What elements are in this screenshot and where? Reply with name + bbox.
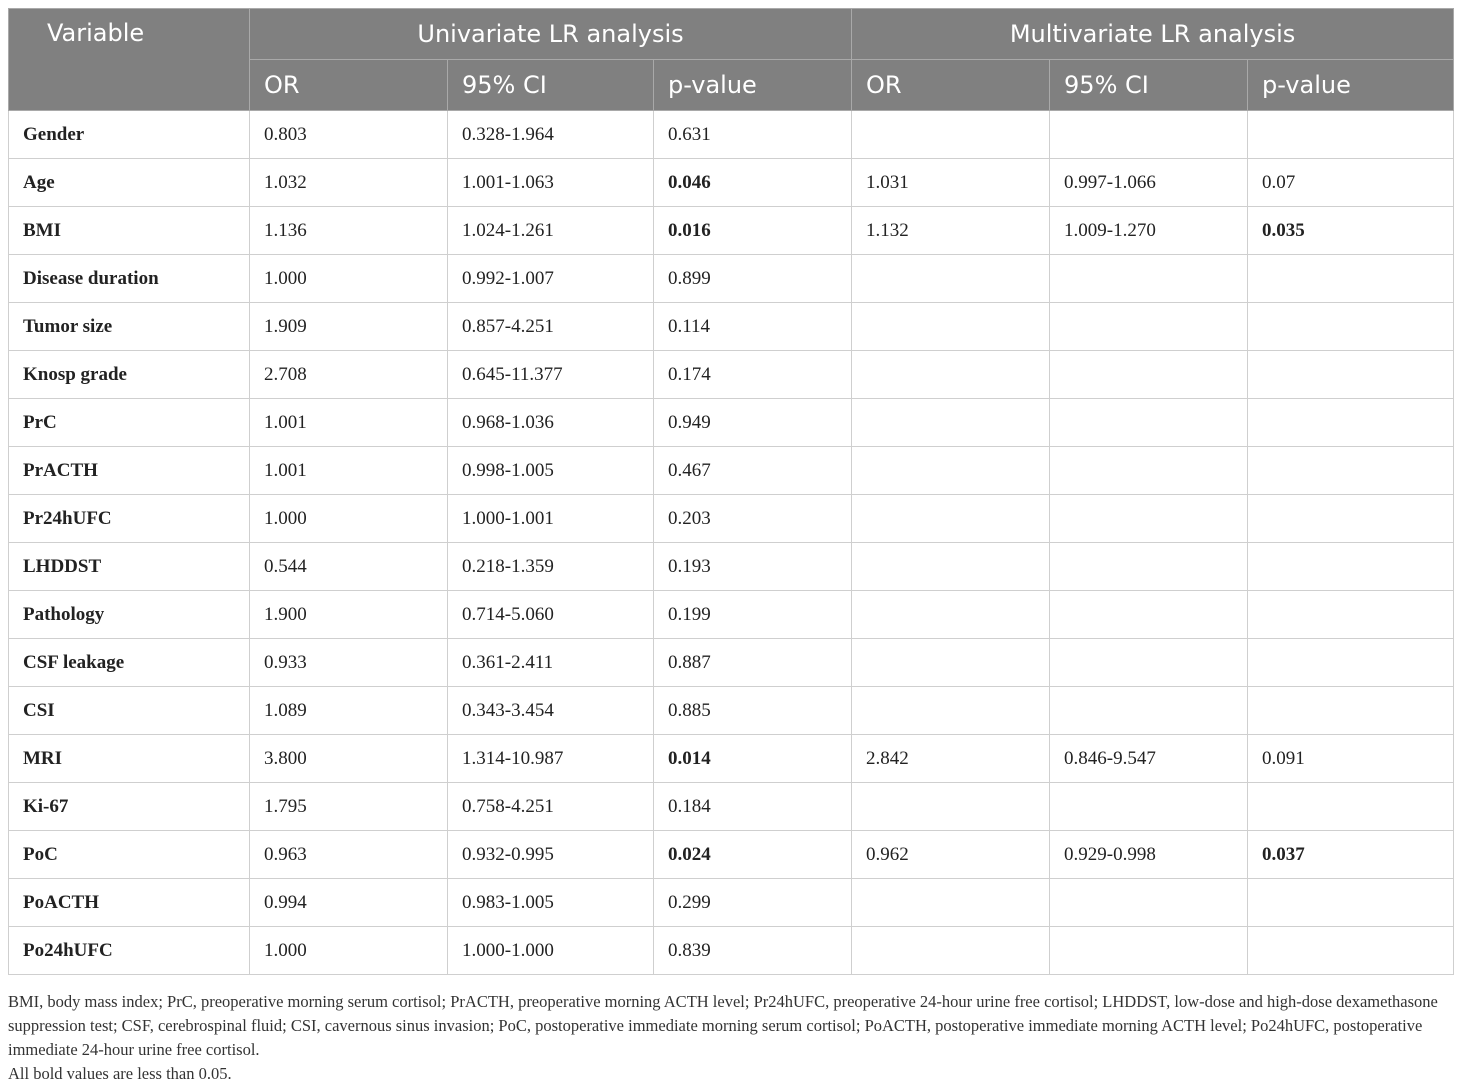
- cell-univariate-ci: 0.645-11.377: [448, 351, 654, 399]
- table-row: [9, 399, 1454, 447]
- cell-univariate-ci: 1.001-1.063: [448, 159, 654, 207]
- cell-univariate-p: 0.203: [654, 495, 852, 543]
- cell-univariate-p: 0.016: [654, 207, 852, 255]
- cell-univariate-ci: 1.314-10.987: [448, 735, 654, 783]
- cell-univariate-p: 0.299: [654, 879, 852, 927]
- cell-variable: Age: [9, 159, 250, 207]
- cell-multivariate-ci: [1050, 591, 1248, 639]
- table-row: [9, 687, 1454, 735]
- cell-multivariate-ci: [1050, 399, 1248, 447]
- cell-univariate-or: 2.708: [250, 351, 448, 399]
- cell-univariate-or: 1.001: [250, 447, 448, 495]
- table-row: [9, 111, 1454, 159]
- cell-multivariate-ci: [1050, 639, 1248, 687]
- cell-univariate-ci: 0.328-1.964: [448, 111, 654, 159]
- cell-multivariate-or: [852, 111, 1050, 159]
- cell-multivariate-p: [1248, 927, 1454, 975]
- cell-univariate-ci: 1.024-1.261: [448, 207, 654, 255]
- cell-variable: Po24hUFC: [9, 927, 250, 975]
- cell-univariate-p: 0.024: [654, 831, 852, 879]
- table-row: [9, 303, 1454, 351]
- cell-variable: Tumor size: [9, 303, 250, 351]
- cell-multivariate-ci: [1050, 927, 1248, 975]
- cell-variable: Pr24hUFC: [9, 495, 250, 543]
- cell-univariate-ci: 1.000-1.001: [448, 495, 654, 543]
- cell-multivariate-or: 1.132: [852, 207, 1050, 255]
- header-multivariate-or: OR: [852, 60, 1050, 111]
- cell-multivariate-p: [1248, 447, 1454, 495]
- table-row: [9, 831, 1454, 879]
- cell-variable: Knosp grade: [9, 351, 250, 399]
- cell-multivariate-ci: [1050, 255, 1248, 303]
- cell-variable: MRI: [9, 735, 250, 783]
- cell-multivariate-ci: [1050, 495, 1248, 543]
- cell-multivariate-or: [852, 927, 1050, 975]
- cell-univariate-or: 1.795: [250, 783, 448, 831]
- cell-univariate-or: 1.001: [250, 399, 448, 447]
- cell-univariate-or: 3.800: [250, 735, 448, 783]
- cell-multivariate-or: [852, 255, 1050, 303]
- cell-multivariate-ci: [1050, 303, 1248, 351]
- cell-univariate-p: 0.014: [654, 735, 852, 783]
- cell-univariate-p: 0.046: [654, 159, 852, 207]
- cell-univariate-or: 1.136: [250, 207, 448, 255]
- cell-variable: CSI: [9, 687, 250, 735]
- cell-univariate-or: 1.000: [250, 495, 448, 543]
- cell-univariate-p: 0.885: [654, 687, 852, 735]
- header-multivariate: Multivariate LR analysis: [852, 9, 1454, 60]
- cell-multivariate-p: 0.07: [1248, 159, 1454, 207]
- cell-variable: PoACTH: [9, 879, 250, 927]
- cell-multivariate-p: [1248, 591, 1454, 639]
- cell-multivariate-p: [1248, 879, 1454, 927]
- cell-univariate-or: 1.000: [250, 927, 448, 975]
- table-header: [9, 9, 1454, 111]
- cell-univariate-ci: 1.000-1.000: [448, 927, 654, 975]
- cell-multivariate-or: [852, 351, 1050, 399]
- cell-multivariate-or: 1.031: [852, 159, 1050, 207]
- cell-univariate-or: 0.803: [250, 111, 448, 159]
- cell-univariate-ci: 0.218-1.359: [448, 543, 654, 591]
- table-row: [9, 639, 1454, 687]
- cell-univariate-p: 0.467: [654, 447, 852, 495]
- cell-multivariate-p: [1248, 255, 1454, 303]
- cell-multivariate-p: [1248, 303, 1454, 351]
- cell-multivariate-p: 0.091: [1248, 735, 1454, 783]
- cell-univariate-or: 0.544: [250, 543, 448, 591]
- cell-multivariate-or: [852, 399, 1050, 447]
- cell-univariate-or: 1.909: [250, 303, 448, 351]
- cell-variable: PrACTH: [9, 447, 250, 495]
- cell-multivariate-p: 0.035: [1248, 207, 1454, 255]
- cell-multivariate-ci: 0.846-9.547: [1050, 735, 1248, 783]
- cell-univariate-ci: 0.361-2.411: [448, 639, 654, 687]
- cell-univariate-or: 1.032: [250, 159, 448, 207]
- header-multivariate-ci: 95% CI: [1050, 60, 1248, 111]
- cell-univariate-p: 0.839: [654, 927, 852, 975]
- cell-multivariate-p: [1248, 543, 1454, 591]
- cell-univariate-ci: 0.968-1.036: [448, 399, 654, 447]
- cell-univariate-ci: 0.992-1.007: [448, 255, 654, 303]
- cell-multivariate-ci: 0.929-0.998: [1050, 831, 1248, 879]
- cell-variable: Gender: [9, 111, 250, 159]
- table-row: [9, 591, 1454, 639]
- header-variable: Variable: [9, 9, 250, 111]
- cell-univariate-ci: 0.343-3.454: [448, 687, 654, 735]
- cell-multivariate-ci: [1050, 351, 1248, 399]
- cell-univariate-ci: 0.983-1.005: [448, 879, 654, 927]
- cell-multivariate-p: [1248, 687, 1454, 735]
- cell-univariate-or: 1.900: [250, 591, 448, 639]
- cell-multivariate-or: [852, 303, 1050, 351]
- cell-univariate-p: 0.193: [654, 543, 852, 591]
- cell-univariate-ci: 0.758-4.251: [448, 783, 654, 831]
- cell-multivariate-ci: [1050, 543, 1248, 591]
- table-row: [9, 735, 1454, 783]
- cell-univariate-p: 0.899: [654, 255, 852, 303]
- cell-multivariate-p: [1248, 495, 1454, 543]
- header-univariate-or: OR: [250, 60, 448, 111]
- cell-variable: PrC: [9, 399, 250, 447]
- cell-univariate-or: 0.933: [250, 639, 448, 687]
- table-row: [9, 495, 1454, 543]
- table-row: [9, 927, 1454, 975]
- cell-multivariate-or: [852, 447, 1050, 495]
- footnote-abbreviations: BMI, body mass index; PrC, preoperative morning serum cortisol; PrACTH, preoperative morning ACTH level; Pr24hUFC, preoperative 24-hour urine free cortisol; LHDDST, low-dose and high-dose dexamethasone suppression test; CSF, cerebrospinal fluid; CSI, cavernous sinus invasion; PoC, postoperative immediate morning serum cortisol; PoACTH, postoperative immediate morning ACTH level; Po24hUFC, postoperative immediate 24-hour urine free cortisol.: [8, 992, 1438, 1059]
- cell-multivariate-p: 0.037: [1248, 831, 1454, 879]
- cell-univariate-or: 0.963: [250, 831, 448, 879]
- cell-univariate-ci: 0.714-5.060: [448, 591, 654, 639]
- cell-multivariate-or: [852, 879, 1050, 927]
- header-univariate-ci: 95% CI: [448, 60, 654, 111]
- cell-variable: LHDDST: [9, 543, 250, 591]
- table-row: [9, 159, 1454, 207]
- header-multivariate-p: p-value: [1248, 60, 1454, 111]
- cell-multivariate-p: [1248, 111, 1454, 159]
- cell-univariate-p: 0.199: [654, 591, 852, 639]
- cell-multivariate-ci: [1050, 111, 1248, 159]
- cell-univariate-ci: 0.998-1.005: [448, 447, 654, 495]
- header-univariate-p: p-value: [654, 60, 852, 111]
- header-univariate: Univariate LR analysis: [250, 9, 852, 60]
- table-row: [9, 783, 1454, 831]
- cell-univariate-p: 0.114: [654, 303, 852, 351]
- cell-multivariate-p: [1248, 639, 1454, 687]
- cell-variable: Ki-67: [9, 783, 250, 831]
- cell-univariate-p: 0.949: [654, 399, 852, 447]
- cell-multivariate-or: [852, 687, 1050, 735]
- cell-multivariate-ci: [1050, 687, 1248, 735]
- cell-univariate-p: 0.631: [654, 111, 852, 159]
- table-footnote: [8, 990, 1453, 1086]
- cell-variable: PoC: [9, 831, 250, 879]
- cell-multivariate-ci: [1050, 447, 1248, 495]
- cell-univariate-or: 0.994: [250, 879, 448, 927]
- cell-variable: Pathology: [9, 591, 250, 639]
- table-row: [9, 447, 1454, 495]
- footnote-bold-note: All bold values are less than 0.05.: [8, 1064, 232, 1083]
- cell-univariate-p: 0.174: [654, 351, 852, 399]
- cell-multivariate-ci: [1050, 879, 1248, 927]
- cell-multivariate-p: [1248, 399, 1454, 447]
- cell-multivariate-p: [1248, 351, 1454, 399]
- cell-univariate-p: 0.184: [654, 783, 852, 831]
- cell-univariate-or: 1.000: [250, 255, 448, 303]
- cell-univariate-ci: 0.932-0.995: [448, 831, 654, 879]
- cell-multivariate-or: [852, 783, 1050, 831]
- cell-multivariate-ci: 1.009-1.270: [1050, 207, 1248, 255]
- cell-variable: CSF leakage: [9, 639, 250, 687]
- table-row: [9, 879, 1454, 927]
- cell-univariate-ci: 0.857-4.251: [448, 303, 654, 351]
- cell-multivariate-or: 0.962: [852, 831, 1050, 879]
- cell-multivariate-p: [1248, 783, 1454, 831]
- table-row: [9, 351, 1454, 399]
- cell-multivariate-or: 2.842: [852, 735, 1050, 783]
- cell-multivariate-ci: [1050, 783, 1248, 831]
- table-body: [9, 111, 1454, 975]
- cell-multivariate-ci: 0.997-1.066: [1050, 159, 1248, 207]
- cell-univariate-p: 0.887: [654, 639, 852, 687]
- cell-univariate-or: 1.089: [250, 687, 448, 735]
- cell-multivariate-or: [852, 543, 1050, 591]
- cell-multivariate-or: [852, 495, 1050, 543]
- cell-multivariate-or: [852, 591, 1050, 639]
- table-row: [9, 255, 1454, 303]
- cell-variable: Disease duration: [9, 255, 250, 303]
- cell-multivariate-or: [852, 639, 1050, 687]
- table-row: [9, 207, 1454, 255]
- table-row: [9, 543, 1454, 591]
- cell-variable: BMI: [9, 207, 250, 255]
- logistic-regression-table: [8, 8, 1454, 975]
- table-container: [8, 8, 1453, 975]
